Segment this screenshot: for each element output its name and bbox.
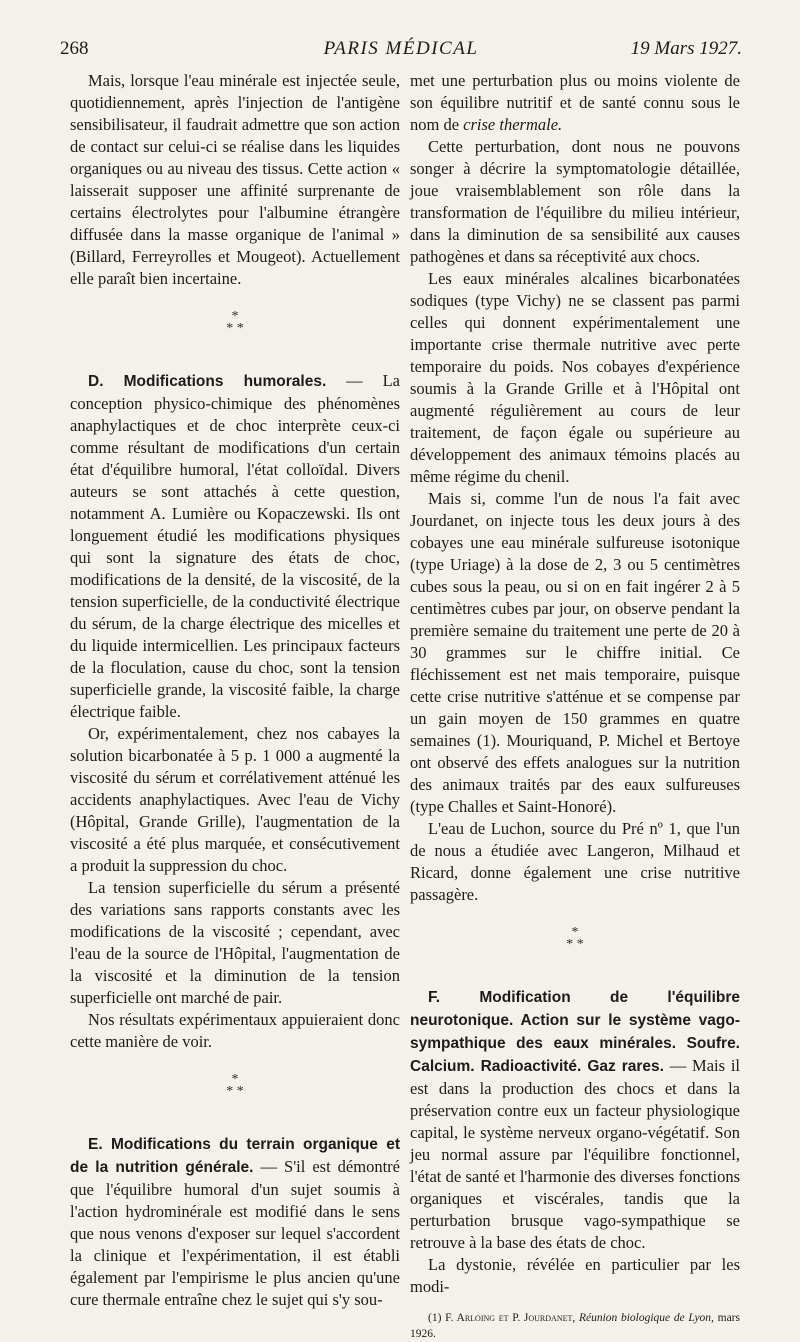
paragraph: L'eau de Luchon, source du Pré nº 1, que l'un de nous a étudiée avec Langeron, Milhaud et Ricard, donne également une crise nutritive passagère. xyxy=(410,819,740,904)
separator-star-pair: * * xyxy=(566,937,584,952)
footnote-title: Réunion biologique de Lyon, xyxy=(575,1312,714,1324)
issue-date: 19 Mars 1927. xyxy=(630,38,742,59)
section-d xyxy=(70,370,400,723)
section-separator xyxy=(70,1072,400,1099)
paragraph: La dystonie, révélée en particulier par les modi- xyxy=(410,1255,740,1296)
section-d-text: — La conception physico-chimique des phénomènes anaphylactiques et de choc interprète ceux-ci comme résultant de modifications d'un certain état d'équilibre humoral, l'état colloïdal. Divers auteurs se sont attachés à cette question, notamment A. Lumière ou Kopaczewski. Ils ont longuement étudié les modifications physiques qui sont la signature des états de choc, modifications de la densité, de la viscosité, de la tension superficielle, de la conductivité électrique du sérum, de la charge électrique des micelles et du liquide intermicellien. Les principaux facteurs de la floculation, cause du choc, sont la tension superficielle grande, la viscosité faible, la charge électrique faible. xyxy=(70,371,400,721)
paragraph: Mais si, comme l'un de nous l'a fait avec Jourdanet, on injecte tous les deux jours à des cobayes une eau minérale sulfureuse isotonique (type Uriage) à la dose de 2, 3 ou 5 centimètres cubes sous la peau, ou si on en fait ingérer 2 à 5 centimètres cubes par jour, on observe pendant la première semaine du traitement une perte de 20 à 30 grammes sur le chiffre initial. Ce fléchissement est net mais temporaire, puisque cette crise nutritive s'atténue et se compense par un gain moyen de 150 grammes en quatre semaines (1). Mouriquand, P. Michel et Bertoye ont observé des effets analogues sur la nutrition des animaux traités par des eaux sulfureuses (type Challes et Saint-Honoré). xyxy=(410,489,740,816)
right-column xyxy=(410,70,740,1342)
section-e-text: — S'il est démontré que l'équilibre humoral d'un sujet soumis à l'action hydrominérale est modifié dans le sens que nous venons d'exposer sur lequel s'accordent la clinique et l'expérimentation, il est établi également par l'empirisme le plus ancien qu'une cure thermale entraîne chez le sujet qui s'y sou- xyxy=(70,1157,400,1309)
separator-star: * xyxy=(231,309,239,324)
footnote-date: mars 1926. xyxy=(410,1312,740,1340)
footnote-marker: (1) xyxy=(428,1312,446,1324)
left-column xyxy=(70,70,400,1311)
separator-star: * xyxy=(231,1072,239,1087)
section-separator xyxy=(70,309,400,336)
footnote xyxy=(410,1310,740,1342)
section-f-heading: F. Modification de l'équilibre neurotonique. Action sur le système vago-sympathique des eaux minérales. Soufre. Calcium. Radioactivité. Gaz rares. xyxy=(410,989,740,1075)
paragraph xyxy=(410,70,740,136)
section-e xyxy=(70,1133,400,1311)
journal-title: PARIS MÉDICAL xyxy=(323,38,479,59)
section-f-text: — Mais il est dans la production des chocs et dans la préservation contre eux un facteur physiologique capital, le système nerveux organo-végétatif. Son jeu normal assure par l'équilibre fonctionnel, l'état de santé et l'harmonie des diverses fonctions organiques et viscérales, tandis que la perturbation brusque vago-sympathique se retrouve à la base des états de choc. xyxy=(410,1056,741,1252)
page-header xyxy=(60,38,742,64)
separator-star: * xyxy=(571,925,579,940)
section-separator xyxy=(410,925,740,952)
footnote-authors: F. Arloing et P. Jourdanet, xyxy=(445,1312,576,1324)
paragraph: Nos résultats expérimentaux appuieraient donc cette manière de voir. xyxy=(70,1010,400,1051)
paragraph: Or, expérimentalement, chez nos cabayes la solution bicarbonatée à 5 p. 1 000 a augmenté la viscosité du sérum et corrélativement atténué les accidents anaphylactiques. Avec l'eau de Vichy (Hôpital, Grande Grille), l'augmentation de la viscosité a été plus marquée, et consécutivement a produit la suppression du choc. xyxy=(70,724,400,875)
page-number: 268 xyxy=(60,38,89,59)
paragraph: La tension superficielle du sérum a présenté des variations sans rapports constants avec les modifications de la viscosité ; cependant, avec l'eau de la source de l'Hôpital, l'augmentation de la viscosité et la diminution de la tension superficielle ont marché de pair. xyxy=(70,878,400,1007)
paragraph-text: met une perturbation plus ou moins violente de son équilibre nutritif et de santé connu sous le nom de xyxy=(410,71,740,134)
paragraph: Mais, lorsque l'eau minérale est injectée seule, quotidiennement, après l'injection de l'antigène sensibilisateur, il faudrait admettre que son action de contact sur celui-ci se réalise dans les liquides organiques ou au niveau des tissus. Cette action « laisserait supposer une affinité surprenante de certains électrolytes pour l'albumine étrangère diffusée dans la masse organique de l'animal » (Billard, Ferreyrolles et Mougeot). Actuellement elle paraît bien incertaine. xyxy=(70,71,400,288)
paragraph: Les eaux minérales alcalines bicarbonatées sodiques (type Vichy) ne se classent pas parmi celles qui donnent expérimentalement une importante crise thermale nutritive avec perte temporaire du poids. Nos cobayes d'expérience soumis à la Grande Grille et à l'Hôpital ont augmenté régulièrement au cours de leur traitement, de façon égale ou supérieure au développement des animaux témoins placés au même régime du chenil. xyxy=(410,269,740,486)
section-d-heading: D. Modifications humorales. xyxy=(88,373,327,390)
separator-star-pair: * * xyxy=(226,1084,244,1099)
section-e-heading: E. Modifications du terrain organique et de la nutrition générale. xyxy=(70,1136,400,1176)
section-f xyxy=(410,986,740,1254)
italic-term: crise thermale. xyxy=(463,115,563,134)
separator-star-pair: * * xyxy=(226,321,244,336)
paragraph: Cette perturbation, dont nous ne pouvons songer à décrire la symptomatologie détaillée, joue vraisemblablement son rôle dans la transformation de l'équilibre du milieu intérieur, dans la diminution de sa sensibilité aux causes pathogènes et dans sa réceptivité aux chocs. xyxy=(410,137,740,266)
